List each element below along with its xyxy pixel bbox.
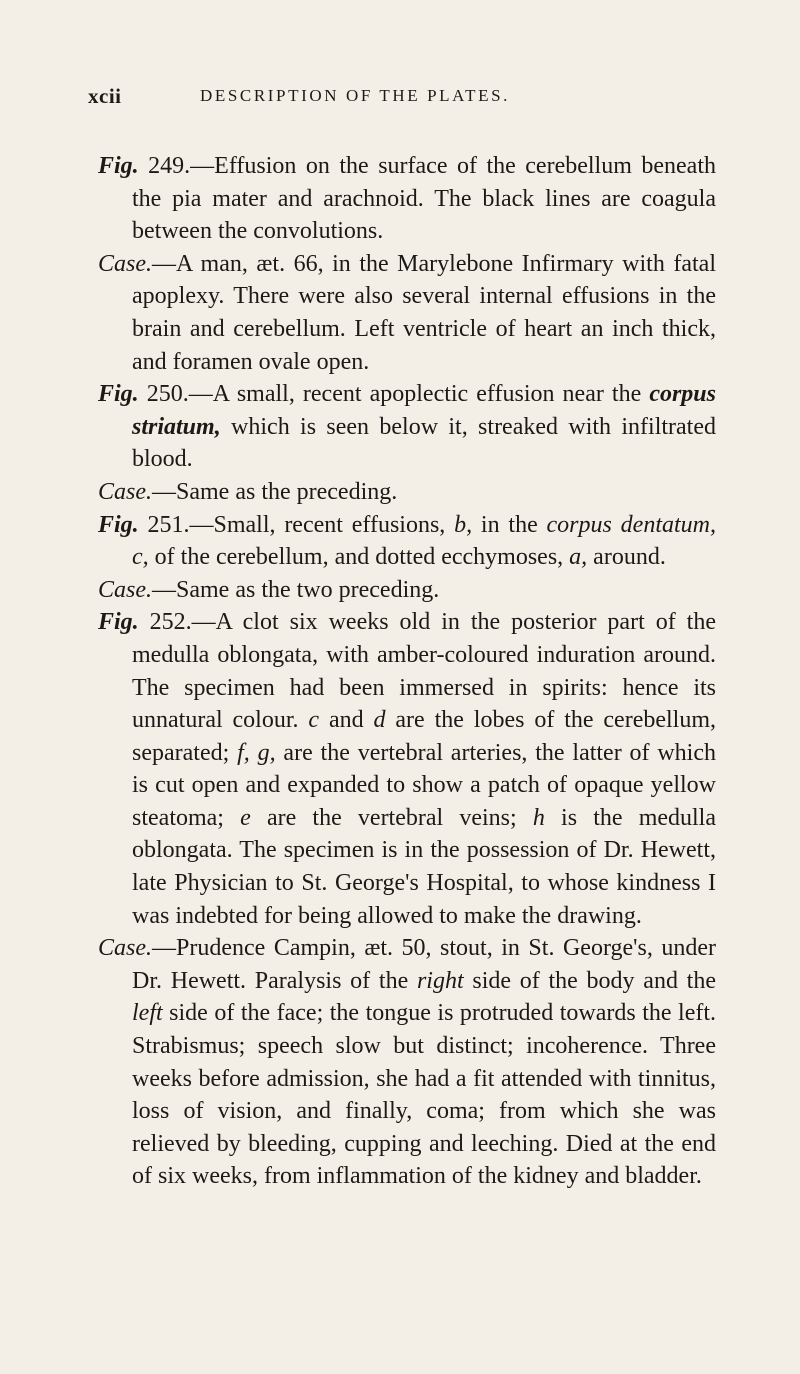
- running-title: DESCRIPTION OF THE PLATES.: [200, 86, 511, 105]
- figure-252-description: Fig. 252.—A clot six weeks old in the posterior part of the medulla oblongata, with amber-coloured induration around. The specimen had been immersed in spirits: hence its unnatural colour. c and d are the lobes of the cerebellum, separated; f, g, are the vertebral arteries, the latter of which is cut open and expanded to show a patch of opaque yellow steatoma; e are the vertebral veins; h is the medulla oblongata. The specimen is in the possession of Dr. Hewett, late Physician to St. George's Hospital, to whose kindness I was indebted for being allowed to make the drawing.: [98, 609, 717, 929]
- case-252: Case.—Prudence Campin, æt. 50, stout, in St. George's, under Dr. Hewett. Paralysis of the right side of the body and the left side of the face; the tongue is protruded towards the left. Strabismus; speech slow but distinct; incoherence. Three weeks before admission, she had a fit attended with tinnitus, loss of vision, and finally, coma; from which she was relieved by bleeding, cupping and leeching. Died at the end of six weeks, from inflammation of the kidney and bladder.: [98, 935, 716, 1190]
- page-number: xcii: [88, 84, 122, 108]
- figure-250-description: Fig. 250.—A small, recent apoplectic effusion near the corpus striatum, which is seen below it, streaked with infiltrated blood.: [98, 381, 716, 473]
- figure-251-description: Fig. 251.—Small, recent effusions, b, in the corpus dentatum, c, of the cerebellum, and dotted ecchymoses, a, around.: [98, 511, 716, 571]
- case-250: Case.—Same as the preceding.: [98, 478, 398, 505]
- page-header: [88, 84, 718, 110]
- page-body: [98, 150, 716, 1193]
- case-251: Case.—Same as the two preceding.: [98, 576, 440, 603]
- figure-249-description: Fig. 249.—Effusion on the surface of the cerebellum beneath the pia mater and arachnoid. The black lines are coagula between the convolutions.: [98, 153, 716, 245]
- case-249: Case.—A man, æt. 66, in the Marylebone Infirmary with fatal apoplexy. There were also several internal effusions in the brain and cerebellum. Left ventricle of heart an inch thick, and foramen ovale open.: [98, 250, 716, 375]
